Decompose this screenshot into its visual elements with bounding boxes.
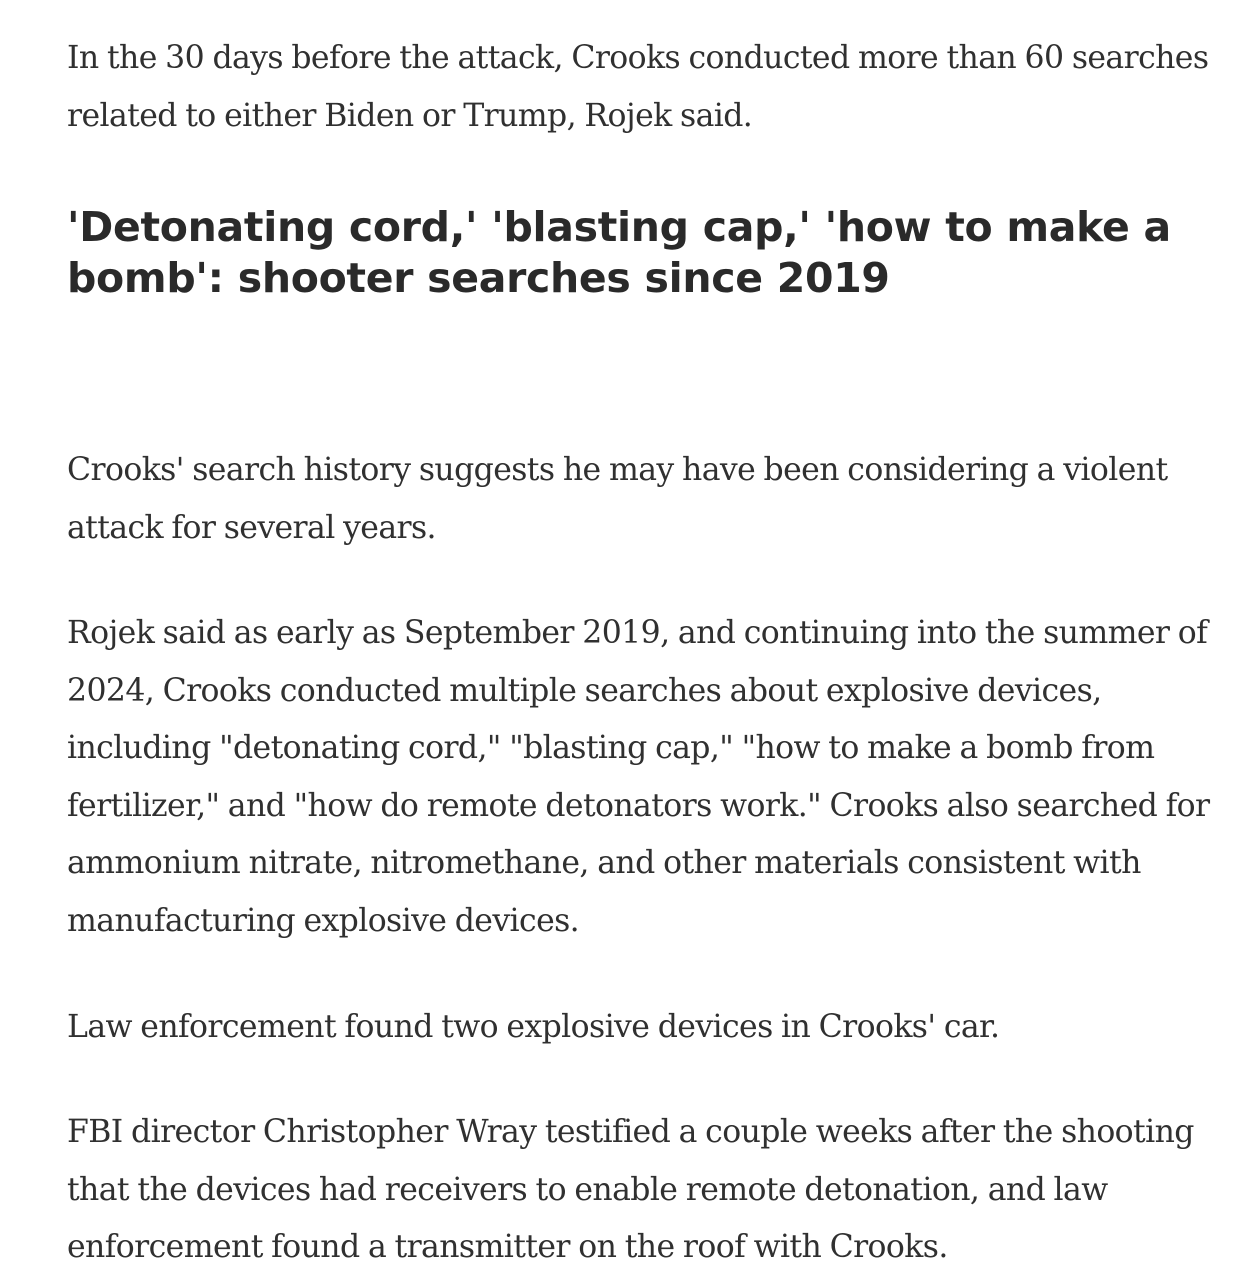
article-paragraph: Crooks' search history suggests he may have been considering a violent attack for several years.	[67, 452, 1168, 546]
article-paragraph: FBI director Christopher Wray testified a couple weeks after the shooting that the devices had receivers to enable remote detonation, and law enforcement found a transmitter on the roof with Crooks.	[67, 1114, 1194, 1265]
article-paragraph: Rojek said as early as September 2019, and continuing into the summer of 2024, Crooks conducted multiple searches about explosive devices, including "detonating cord," "blasting cap," "how to make a bomb from fertilizer," and "how do remote detonators work." Crooks also searched for ammonium nitrate, nitromethane, and other materials consistent with manufacturing explosive devices.	[67, 615, 1210, 939]
section-heading: 'Detonating cord,' 'blasting cap,' 'how to make a bomb': shooter searches since 2019	[67, 203, 1171, 302]
article-paragraph: In the 30 days before the attack, Crooks conducted more than 60 searches related to either Biden or Trump, Rojek said.	[67, 40, 1209, 134]
article-paragraph: Law enforcement found two explosive devices in Crooks' car.	[67, 1009, 1000, 1045]
